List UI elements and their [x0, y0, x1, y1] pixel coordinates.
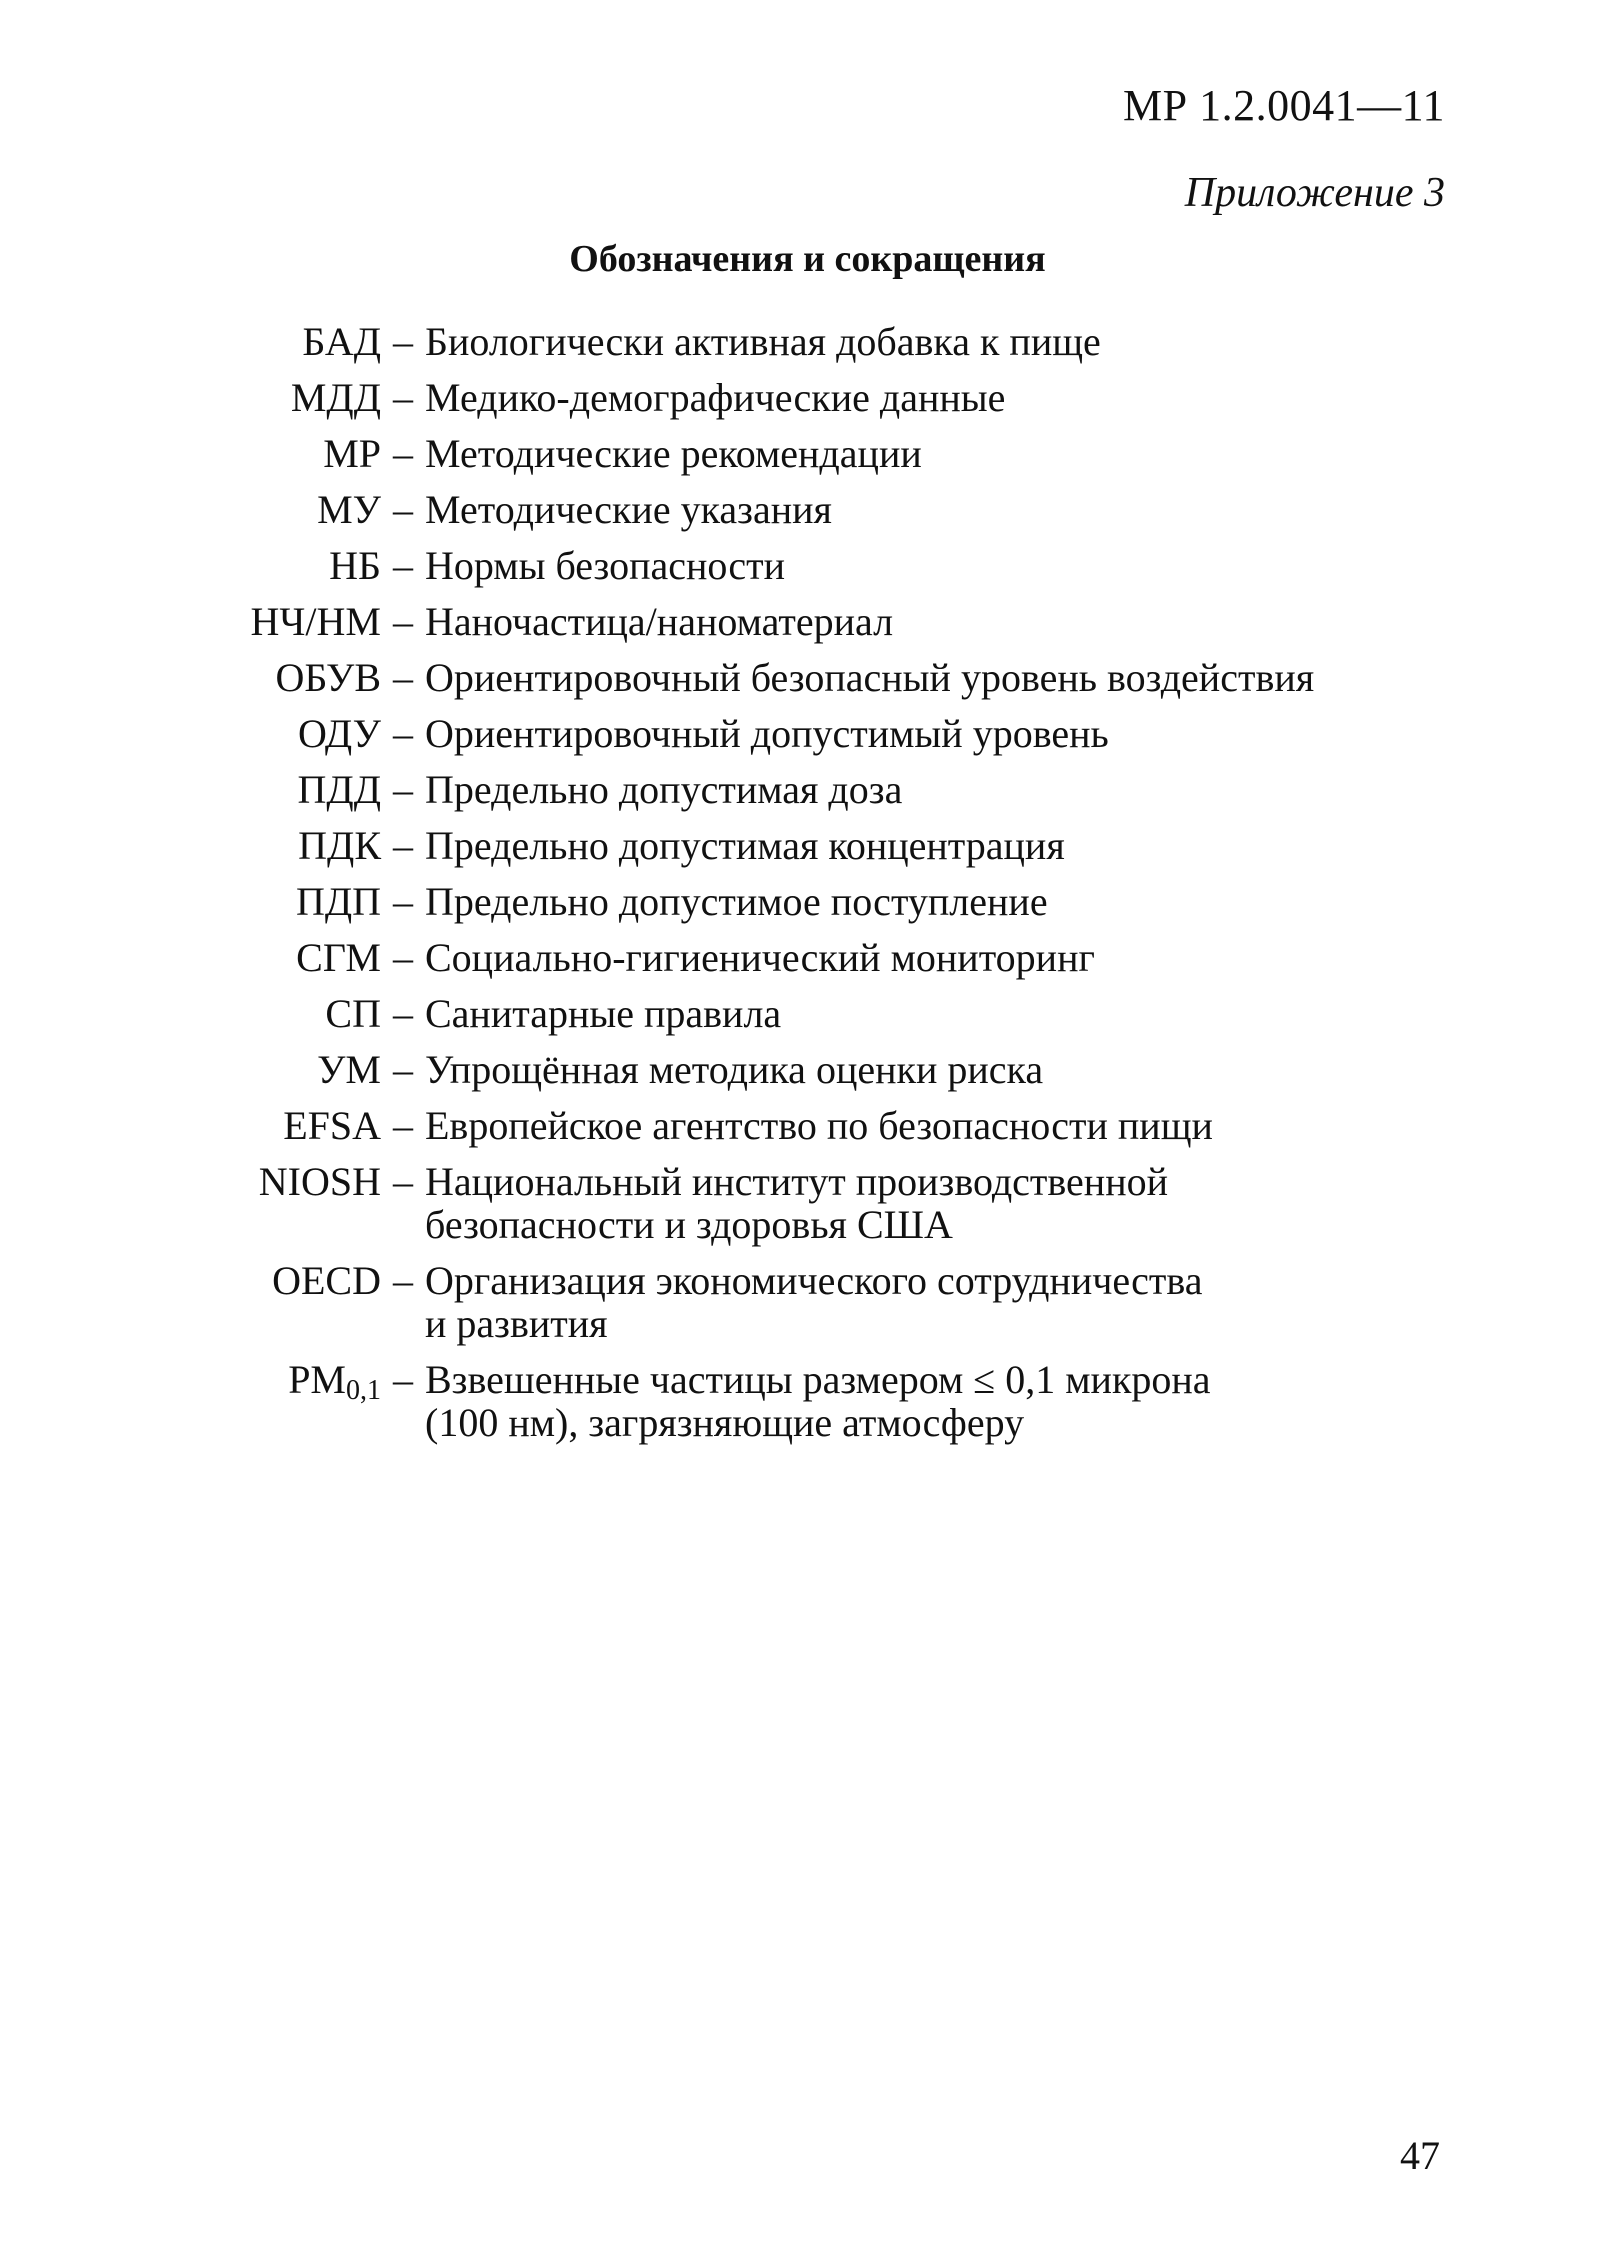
abbreviation-term-text: МДД	[290, 375, 381, 420]
abbreviation-definition: Наночастица/наноматериал	[425, 599, 894, 644]
abbreviation-row	[0, 992, 1605, 1035]
abbreviation-term	[0, 432, 381, 475]
abbreviation-dash: –	[393, 991, 413, 1036]
abbreviation-definition: Методические указания	[425, 487, 832, 532]
abbreviation-term-text: ПДК	[298, 823, 381, 868]
abbreviation-row	[0, 936, 1605, 979]
abbreviation-term-text: ПДД	[297, 767, 381, 812]
abbreviation-dash: –	[393, 767, 413, 812]
abbreviation-term-text: ОДУ	[298, 711, 381, 756]
abbreviation-definition: Нормы безопасности	[425, 543, 786, 588]
abbreviation-dash: –	[393, 319, 413, 364]
abbreviation-definition: Ориентировочный безопасный уровень воздействия	[425, 655, 1315, 700]
abbreviation-term-text: БАД	[302, 319, 381, 364]
abbreviation-dash: –	[393, 1357, 413, 1402]
abbreviation-term-text: СГМ	[296, 935, 381, 980]
abbreviation-dash: –	[393, 1103, 413, 1148]
abbreviation-term-text: NIOSH	[258, 1159, 381, 1204]
abbreviation-term	[0, 320, 381, 363]
abbreviation-term	[0, 376, 381, 419]
abbreviation-row	[0, 1160, 1605, 1246]
abbreviation-term	[0, 1104, 381, 1147]
abbreviation-row	[0, 880, 1605, 923]
abbreviation-term-text: СП	[325, 991, 381, 1036]
abbreviation-definition: Взвешенные частицы размером ≤ 0,1 микрона (100 нм), загрязняющие атмосферу	[425, 1357, 1211, 1445]
abbreviation-term	[0, 992, 381, 1035]
page-title: Обозначения и сокращения	[569, 238, 1046, 280]
abbreviation-row	[0, 768, 1605, 811]
abbreviation-definition: Предельно допустимая доза	[425, 767, 903, 812]
abbreviation-definition: Методические рекомендации	[425, 431, 922, 476]
abbreviation-definition: Предельно допустимая концентрация	[425, 823, 1065, 868]
abbreviation-dash: –	[393, 431, 413, 476]
abbreviation-dash: –	[393, 823, 413, 868]
abbreviation-row	[0, 1259, 1605, 1345]
abbreviation-list	[0, 320, 1605, 1457]
abbreviation-definition: Европейское агентство по безопасности пищи	[425, 1103, 1213, 1148]
abbreviation-dash: –	[393, 543, 413, 588]
abbreviation-definition: Биологически активная добавка к пище	[425, 319, 1101, 364]
abbreviation-row	[0, 712, 1605, 755]
abbreviation-dash: –	[393, 1159, 413, 1204]
abbreviation-term-text: УМ	[317, 1047, 381, 1092]
abbreviation-row	[0, 824, 1605, 867]
abbreviation-term	[0, 1357, 381, 1406]
abbreviation-term-text: НЧ/НМ	[250, 599, 381, 644]
abbreviation-term-text: МУ	[317, 487, 381, 532]
page-number: 47	[1400, 2133, 1440, 2178]
abbreviation-term	[0, 712, 381, 755]
abbreviation-row	[0, 320, 1605, 363]
abbreviation-row	[0, 1048, 1605, 1091]
abbreviation-dash: –	[393, 711, 413, 756]
abbreviation-term	[0, 936, 381, 979]
abbreviation-term	[0, 824, 381, 867]
abbreviation-dash: –	[393, 655, 413, 700]
abbreviation-term	[0, 768, 381, 811]
abbreviation-definition: Медико-демографические данные	[425, 375, 1006, 420]
abbreviation-dash: –	[393, 599, 413, 644]
abbreviation-dash: –	[393, 935, 413, 980]
abbreviation-definition: Социально-гигиенический мониторинг	[425, 935, 1095, 980]
abbreviation-term-text: EFSA	[283, 1103, 381, 1148]
abbreviation-term	[0, 600, 381, 643]
abbreviation-term	[0, 880, 381, 923]
abbreviation-term	[0, 544, 381, 587]
abbreviation-term	[0, 1048, 381, 1091]
abbreviation-term-subscript: 0,1	[346, 1375, 381, 1406]
abbreviation-definition: Предельно допустимое поступление	[425, 879, 1048, 924]
abbreviation-row	[0, 1104, 1605, 1147]
abbreviation-definition: Организация экономического сотрудничества и развития	[425, 1258, 1203, 1346]
abbreviation-row	[0, 656, 1605, 699]
abbreviation-dash: –	[393, 487, 413, 532]
abbreviation-definition: Национальный институт производственной безопасности и здоровья США	[425, 1159, 1169, 1247]
abbreviation-term-text: МР	[323, 431, 381, 476]
abbreviation-definition: Санитарные правила	[425, 991, 782, 1036]
document-code: МР 1.2.0041—11	[1123, 81, 1445, 130]
abbreviation-term-text: PM	[288, 1357, 346, 1402]
abbreviation-term-text: ОБУВ	[275, 655, 381, 700]
abbreviation-dash: –	[393, 1047, 413, 1092]
abbreviation-term-text: ПДП	[295, 879, 381, 924]
abbreviation-dash: –	[393, 375, 413, 420]
abbreviation-row	[0, 600, 1605, 643]
appendix-label: Приложение 3	[1184, 170, 1445, 216]
abbreviation-row	[0, 1358, 1605, 1444]
abbreviation-dash: –	[393, 879, 413, 924]
abbreviation-row	[0, 488, 1605, 531]
abbreviation-row	[0, 376, 1605, 419]
abbreviation-definition: Ориентировочный допустимый уровень	[425, 711, 1109, 756]
abbreviation-term	[0, 1160, 381, 1203]
abbreviation-term-text: OECD	[272, 1258, 381, 1303]
abbreviation-definition: Упрощённая методика оценки риска	[425, 1047, 1044, 1092]
abbreviation-dash: –	[393, 1258, 413, 1303]
abbreviation-row	[0, 544, 1605, 587]
abbreviation-term	[0, 656, 381, 699]
abbreviation-term-text: НБ	[329, 543, 381, 588]
abbreviation-term	[0, 1259, 381, 1302]
abbreviation-row	[0, 432, 1605, 475]
abbreviation-term	[0, 488, 381, 531]
